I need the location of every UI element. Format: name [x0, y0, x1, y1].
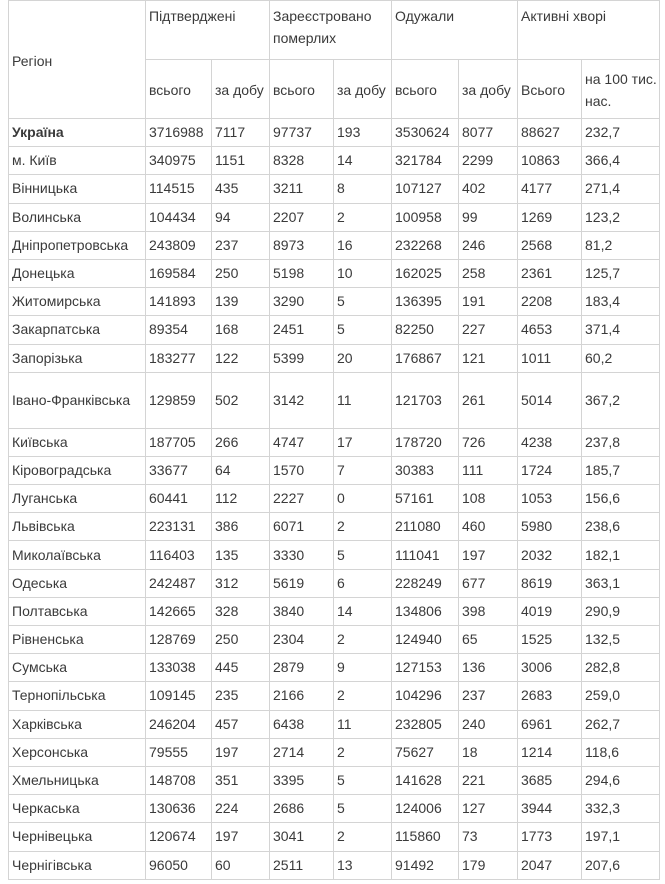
cell-r-day: 726 — [459, 428, 518, 456]
cell-d-total: 2227 — [270, 485, 334, 513]
cell-d-total: 5198 — [270, 259, 334, 287]
cell-c-total: 246204 — [146, 710, 212, 738]
cell-c-total: 142665 — [146, 597, 212, 625]
cell-d-day: 2 — [334, 513, 392, 541]
cell-a-total: 4653 — [518, 316, 582, 344]
cell-r-total: 124006 — [392, 795, 459, 823]
covid-stats-table — [8, 0, 660, 880]
cell-r-total: 82250 — [392, 316, 459, 344]
cell-a-100k: 81,2 — [582, 231, 660, 259]
cell-r-total: 176867 — [392, 344, 459, 372]
cell-r-day: 65 — [459, 626, 518, 654]
cell-c-total: 104434 — [146, 203, 212, 231]
cell-d-day: 193 — [334, 119, 392, 147]
cell-d-day: 5 — [334, 795, 392, 823]
cell-r-day: 246 — [459, 231, 518, 259]
cell-r-total: 127153 — [392, 654, 459, 682]
cell-a-100k: 363,1 — [582, 569, 660, 597]
cell-d-total: 3041 — [270, 823, 334, 851]
cell-d-day: 16 — [334, 231, 392, 259]
header-recovered-total: всього — [392, 60, 459, 119]
cell-d-total: 3211 — [270, 175, 334, 203]
table-row — [9, 259, 660, 287]
table-row — [9, 597, 660, 625]
cell-name: Закарпатська — [9, 316, 146, 344]
cell-c-day: 224 — [212, 795, 270, 823]
cell-d-day: 5 — [334, 541, 392, 569]
cell-a-total: 1214 — [518, 738, 582, 766]
cell-d-total: 3395 — [270, 766, 334, 794]
header-region: Регіон — [9, 1, 146, 119]
cell-d-total: 2207 — [270, 203, 334, 231]
cell-r-total: 115860 — [392, 823, 459, 851]
cell-a-total: 8619 — [518, 569, 582, 597]
cell-d-day: 20 — [334, 344, 392, 372]
cell-r-total: 134806 — [392, 597, 459, 625]
cell-d-day: 2 — [334, 626, 392, 654]
cell-r-day: 8077 — [459, 119, 518, 147]
cell-d-total: 4747 — [270, 428, 334, 456]
cell-c-day: 266 — [212, 428, 270, 456]
cell-d-day: 7 — [334, 456, 392, 484]
cell-r-day: 240 — [459, 710, 518, 738]
cell-r-total: 162025 — [392, 259, 459, 287]
header-active-total: Всього — [518, 60, 582, 119]
cell-name: Полтавська — [9, 597, 146, 625]
cell-c-day: 435 — [212, 175, 270, 203]
cell-name: Вінницька — [9, 175, 146, 203]
cell-r-total: 3530624 — [392, 119, 459, 147]
cell-r-day: 191 — [459, 288, 518, 316]
cell-r-total: 104296 — [392, 682, 459, 710]
cell-d-day: 17 — [334, 428, 392, 456]
cell-c-total: 120674 — [146, 823, 212, 851]
table-row — [9, 119, 660, 147]
table-row — [9, 541, 660, 569]
cell-d-day: 10 — [334, 259, 392, 287]
cell-c-total: 109145 — [146, 682, 212, 710]
cell-d-day: 9 — [334, 654, 392, 682]
header-deaths-day: за добу — [334, 60, 392, 119]
cell-a-total: 3944 — [518, 795, 582, 823]
header-confirmed: Підтверджені — [146, 1, 270, 60]
cell-c-total: 116403 — [146, 541, 212, 569]
cell-r-day: 136 — [459, 654, 518, 682]
header-recovered: Одужали — [392, 1, 518, 60]
cell-d-total: 3290 — [270, 288, 334, 316]
cell-d-day: 11 — [334, 372, 392, 428]
cell-c-total: 89354 — [146, 316, 212, 344]
cell-name: Одеська — [9, 569, 146, 597]
cell-name: Волинська — [9, 203, 146, 231]
cell-d-total: 6071 — [270, 513, 334, 541]
cell-a-total: 4019 — [518, 597, 582, 625]
cell-a-100k: 366,4 — [582, 147, 660, 175]
cell-c-day: 1151 — [212, 147, 270, 175]
table-row — [9, 147, 660, 175]
cell-c-total: 79555 — [146, 738, 212, 766]
table-row — [9, 626, 660, 654]
cell-a-100k: 371,4 — [582, 316, 660, 344]
cell-c-day: 60 — [212, 851, 270, 879]
cell-c-total: 340975 — [146, 147, 212, 175]
table-row — [9, 654, 660, 682]
cell-r-total: 107127 — [392, 175, 459, 203]
cell-d-day: 5 — [334, 766, 392, 794]
table-row — [9, 175, 660, 203]
cell-a-100k: 197,1 — [582, 823, 660, 851]
table-row — [9, 823, 660, 851]
cell-r-day: 258 — [459, 259, 518, 287]
cell-name: Чернігівська — [9, 851, 146, 879]
cell-d-day: 2 — [334, 738, 392, 766]
cell-c-total: 128769 — [146, 626, 212, 654]
cell-a-100k: 232,7 — [582, 119, 660, 147]
cell-c-total: 148708 — [146, 766, 212, 794]
cell-name: Харківська — [9, 710, 146, 738]
cell-d-total: 8973 — [270, 231, 334, 259]
cell-a-total: 1525 — [518, 626, 582, 654]
cell-r-day: 197 — [459, 541, 518, 569]
cell-d-total: 97737 — [270, 119, 334, 147]
cell-d-total: 2686 — [270, 795, 334, 823]
cell-c-total: 114515 — [146, 175, 212, 203]
cell-r-total: 232805 — [392, 710, 459, 738]
cell-c-total: 183277 — [146, 344, 212, 372]
cell-r-total: 91492 — [392, 851, 459, 879]
cell-d-day: 13 — [334, 851, 392, 879]
cell-c-day: 7117 — [212, 119, 270, 147]
cell-c-day: 139 — [212, 288, 270, 316]
cell-r-day: 121 — [459, 344, 518, 372]
cell-r-total: 232268 — [392, 231, 459, 259]
header-confirmed-total: всього — [146, 60, 212, 119]
table-row — [9, 766, 660, 794]
cell-c-day: 197 — [212, 738, 270, 766]
cell-a-100k: 125,7 — [582, 259, 660, 287]
cell-name: Івано-Франківська — [9, 372, 146, 428]
cell-a-100k: 123,2 — [582, 203, 660, 231]
cell-a-total: 1053 — [518, 485, 582, 513]
cell-r-day: 127 — [459, 795, 518, 823]
cell-c-total: 130636 — [146, 795, 212, 823]
cell-name: Миколаївська — [9, 541, 146, 569]
cell-d-day: 2 — [334, 823, 392, 851]
cell-name: Дніпропетровська — [9, 231, 146, 259]
cell-r-total: 111041 — [392, 541, 459, 569]
cell-r-day: 179 — [459, 851, 518, 879]
cell-a-total: 88627 — [518, 119, 582, 147]
cell-d-total: 5399 — [270, 344, 334, 372]
cell-a-total: 1724 — [518, 456, 582, 484]
table-row — [9, 288, 660, 316]
table-row — [9, 344, 660, 372]
header-active: Активні хворі — [518, 1, 660, 60]
table-row — [9, 316, 660, 344]
table-row — [9, 851, 660, 879]
cell-c-day: 445 — [212, 654, 270, 682]
cell-r-day: 402 — [459, 175, 518, 203]
cell-name: Україна — [9, 119, 146, 147]
header-deaths: Зареєстровано померлих — [270, 1, 392, 60]
cell-r-day: 677 — [459, 569, 518, 597]
header-recovered-day: за добу — [459, 60, 518, 119]
cell-r-total: 178720 — [392, 428, 459, 456]
cell-r-total: 100958 — [392, 203, 459, 231]
cell-r-total: 121703 — [392, 372, 459, 428]
cell-r-total: 321784 — [392, 147, 459, 175]
cell-d-day: 2 — [334, 682, 392, 710]
table-row — [9, 485, 660, 513]
cell-a-100k: 185,7 — [582, 456, 660, 484]
cell-r-day: 99 — [459, 203, 518, 231]
cell-r-total: 30383 — [392, 456, 459, 484]
cell-a-100k: 290,9 — [582, 597, 660, 625]
cell-a-total: 2047 — [518, 851, 582, 879]
cell-d-day: 0 — [334, 485, 392, 513]
cell-c-total: 187705 — [146, 428, 212, 456]
cell-c-day: 351 — [212, 766, 270, 794]
header-deaths-total: всього — [270, 60, 334, 119]
cell-a-total: 2568 — [518, 231, 582, 259]
cell-name: Херсонська — [9, 738, 146, 766]
cell-name: м. Київ — [9, 147, 146, 175]
cell-a-total: 1773 — [518, 823, 582, 851]
cell-name: Хмельницька — [9, 766, 146, 794]
cell-a-total: 4177 — [518, 175, 582, 203]
table-row — [9, 569, 660, 597]
cell-c-day: 250 — [212, 626, 270, 654]
cell-c-total: 243809 — [146, 231, 212, 259]
cell-c-day: 94 — [212, 203, 270, 231]
cell-name: Черкаська — [9, 795, 146, 823]
table-row — [9, 428, 660, 456]
cell-a-100k: 282,8 — [582, 654, 660, 682]
cell-d-day: 8 — [334, 175, 392, 203]
cell-c-day: 168 — [212, 316, 270, 344]
cell-a-total: 3685 — [518, 766, 582, 794]
cell-r-day: 2299 — [459, 147, 518, 175]
header-active-per100k: на 100 тис. нас. — [582, 60, 660, 119]
table-row — [9, 682, 660, 710]
cell-d-total: 2511 — [270, 851, 334, 879]
cell-d-day: 2 — [334, 203, 392, 231]
cell-a-total: 4238 — [518, 428, 582, 456]
cell-a-100k: 237,8 — [582, 428, 660, 456]
cell-r-total: 124940 — [392, 626, 459, 654]
cell-d-total: 2714 — [270, 738, 334, 766]
cell-d-total: 2166 — [270, 682, 334, 710]
cell-r-day: 18 — [459, 738, 518, 766]
cell-d-total: 8328 — [270, 147, 334, 175]
cell-r-total: 57161 — [392, 485, 459, 513]
cell-d-total: 1570 — [270, 456, 334, 484]
cell-r-day: 227 — [459, 316, 518, 344]
cell-a-100k: 238,6 — [582, 513, 660, 541]
cell-d-day: 6 — [334, 569, 392, 597]
cell-d-day: 5 — [334, 316, 392, 344]
cell-d-total: 3840 — [270, 597, 334, 625]
cell-c-total: 33677 — [146, 456, 212, 484]
cell-a-total: 2208 — [518, 288, 582, 316]
cell-name: Рівненська — [9, 626, 146, 654]
cell-a-100k: 182,1 — [582, 541, 660, 569]
cell-name: Житомирська — [9, 288, 146, 316]
cell-a-100k: 262,7 — [582, 710, 660, 738]
cell-c-day: 135 — [212, 541, 270, 569]
table-row — [9, 456, 660, 484]
cell-r-day: 261 — [459, 372, 518, 428]
cell-c-day: 312 — [212, 569, 270, 597]
cell-name: Тернопільська — [9, 682, 146, 710]
cell-c-day: 250 — [212, 259, 270, 287]
cell-a-total: 2683 — [518, 682, 582, 710]
cell-a-total: 6961 — [518, 710, 582, 738]
cell-c-total: 133038 — [146, 654, 212, 682]
header-confirmed-day: за добу — [212, 60, 270, 119]
cell-r-day: 460 — [459, 513, 518, 541]
cell-d-total: 2879 — [270, 654, 334, 682]
cell-d-total: 2451 — [270, 316, 334, 344]
table-row — [9, 372, 660, 428]
cell-a-total: 1011 — [518, 344, 582, 372]
cell-c-day: 502 — [212, 372, 270, 428]
cell-d-total: 5619 — [270, 569, 334, 597]
cell-a-total: 10863 — [518, 147, 582, 175]
cell-a-total: 5980 — [518, 513, 582, 541]
cell-a-100k: 60,2 — [582, 344, 660, 372]
cell-d-day: 11 — [334, 710, 392, 738]
table-row — [9, 738, 660, 766]
cell-name: Запорізька — [9, 344, 146, 372]
cell-d-day: 5 — [334, 288, 392, 316]
cell-c-day: 457 — [212, 710, 270, 738]
cell-c-day: 197 — [212, 823, 270, 851]
cell-a-100k: 156,6 — [582, 485, 660, 513]
cell-c-total: 129859 — [146, 372, 212, 428]
cell-name: Луганська — [9, 485, 146, 513]
cell-a-100k: 367,2 — [582, 372, 660, 428]
cell-r-day: 73 — [459, 823, 518, 851]
cell-name: Чернівецька — [9, 823, 146, 851]
cell-a-total: 5014 — [518, 372, 582, 428]
cell-c-day: 328 — [212, 597, 270, 625]
table-row — [9, 710, 660, 738]
cell-r-total: 211080 — [392, 513, 459, 541]
cell-c-total: 242487 — [146, 569, 212, 597]
cell-a-total: 3006 — [518, 654, 582, 682]
cell-r-day: 221 — [459, 766, 518, 794]
cell-a-total: 2361 — [518, 259, 582, 287]
cell-r-day: 108 — [459, 485, 518, 513]
cell-name: Донецька — [9, 259, 146, 287]
cell-a-100k: 271,4 — [582, 175, 660, 203]
cell-r-total: 228249 — [392, 569, 459, 597]
cell-c-total: 169584 — [146, 259, 212, 287]
cell-a-100k: 294,6 — [582, 766, 660, 794]
cell-name: Сумська — [9, 654, 146, 682]
table-row — [9, 513, 660, 541]
table-row — [9, 203, 660, 231]
cell-c-day: 122 — [212, 344, 270, 372]
cell-c-total: 3716988 — [146, 119, 212, 147]
table-body — [9, 119, 660, 880]
cell-d-total: 2304 — [270, 626, 334, 654]
cell-a-100k: 118,6 — [582, 738, 660, 766]
cell-a-100k: 132,5 — [582, 626, 660, 654]
cell-c-day: 237 — [212, 231, 270, 259]
cell-r-total: 141628 — [392, 766, 459, 794]
cell-d-day: 14 — [334, 147, 392, 175]
cell-a-100k: 332,3 — [582, 795, 660, 823]
cell-c-total: 223131 — [146, 513, 212, 541]
cell-r-day: 237 — [459, 682, 518, 710]
table-row — [9, 795, 660, 823]
cell-r-total: 75627 — [392, 738, 459, 766]
cell-d-total: 6438 — [270, 710, 334, 738]
cell-c-day: 386 — [212, 513, 270, 541]
cell-a-100k: 259,0 — [582, 682, 660, 710]
cell-name: Київська — [9, 428, 146, 456]
cell-r-day: 398 — [459, 597, 518, 625]
cell-d-total: 3142 — [270, 372, 334, 428]
cell-c-day: 112 — [212, 485, 270, 513]
cell-d-total: 3330 — [270, 541, 334, 569]
cell-a-100k: 183,4 — [582, 288, 660, 316]
cell-a-total: 2032 — [518, 541, 582, 569]
cell-c-total: 96050 — [146, 851, 212, 879]
cell-r-total: 136395 — [392, 288, 459, 316]
cell-a-100k: 207,6 — [582, 851, 660, 879]
cell-r-day: 111 — [459, 456, 518, 484]
cell-name: Кіровоградська — [9, 456, 146, 484]
cell-c-total: 60441 — [146, 485, 212, 513]
cell-c-day: 64 — [212, 456, 270, 484]
cell-c-day: 235 — [212, 682, 270, 710]
cell-a-total: 1269 — [518, 203, 582, 231]
cell-name: Львівська — [9, 513, 146, 541]
table-row — [9, 231, 660, 259]
cell-c-total: 141893 — [146, 288, 212, 316]
cell-d-day: 14 — [334, 597, 392, 625]
